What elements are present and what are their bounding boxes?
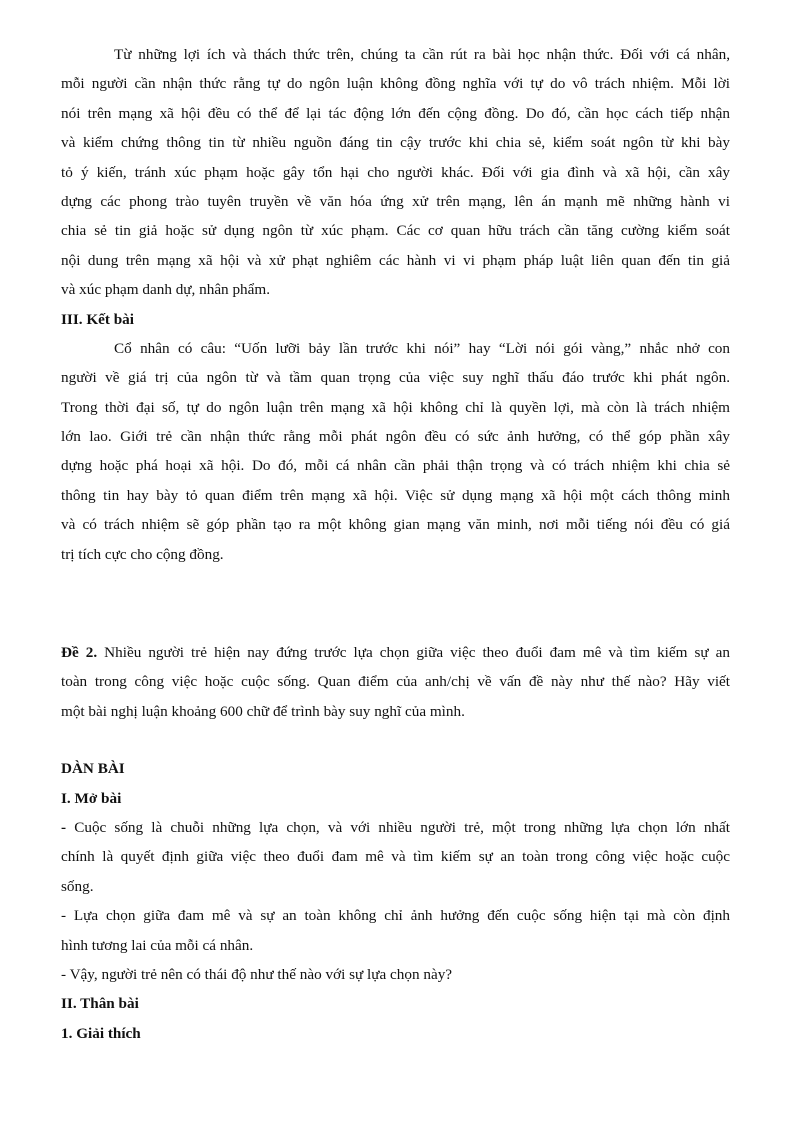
- text-span: toàn trong công việc hoặc cuộc sống. Quan điểm của anh/chị về vấn đề này như thế nào? Hãy viết: [61, 673, 730, 691]
- text-line: [61, 667, 730, 696]
- text-line: [61, 451, 730, 480]
- text-span: chính là quyết định giữa việc theo đuổi đam mê và tìm kiếm sự an toàn trong công việc hoặc cuộc: [61, 848, 730, 866]
- section-heading: DÀN BÀI: [61, 760, 125, 778]
- text-line: [61, 216, 730, 245]
- text-line: [61, 363, 730, 392]
- text-line: [61, 69, 730, 98]
- text-span: Cổ nhân có câu: “Uốn lưỡi bảy lần trước khi nói” hay “Lời nói gói vàng,” nhắc nhở con: [114, 339, 730, 357]
- spacer: [61, 569, 730, 638]
- text-line: [61, 275, 730, 304]
- paragraph: [61, 334, 730, 569]
- section-heading: II. Thân bài: [61, 995, 139, 1013]
- text-span: - Lựa chọn giữa đam mê và sự an toàn không chỉ ảnh hưởng đến cuộc sống hiện tại mà còn định: [61, 907, 730, 925]
- text-line: [61, 481, 730, 510]
- section-heading: 1. Giải thích: [61, 1024, 141, 1042]
- bold-text: Đề 2.: [61, 644, 98, 662]
- text-span: Từ những lợi ích và thách thức trên, chúng ta cần rút ra bài học nhận thức. Đối với cá nhân,: [114, 46, 730, 63]
- text-span: dựng hoặc phá hoại xã hội. Do đó, mỗi cá nhân cần phải thận trọng và có trách nhiệm khi chia sẻ: [61, 457, 730, 475]
- text-line: [61, 960, 730, 989]
- text-span: Nhiều người trẻ hiện nay đứng trước lựa chọn giữa việc theo đuổi đam mê và tìm kiếm sự an: [97, 644, 730, 662]
- text-span: Cuộc sống là chuỗi những lựa chọn, và với nhiều người trẻ, một trong những lựa chọn lớn nhất: [66, 818, 730, 836]
- spacer: [61, 726, 730, 754]
- text-line: [61, 901, 730, 930]
- text-span: người về giá trị của ngôn từ và tầm quan trọng của việc suy nghĩ thấu đáo trước khi phát ngôn.: [61, 369, 730, 387]
- text-span: dựng các phong trào tuyên truyền về văn hóa ứng xử trên mạng, lên án mạnh mẽ những hành vi: [61, 192, 730, 210]
- text-line: [61, 813, 730, 842]
- paragraph: [61, 813, 730, 901]
- text-span: hình tương lai của mỗi cá nhân.: [61, 936, 254, 954]
- text-line: [61, 697, 730, 726]
- text-line: [61, 393, 730, 422]
- paragraph: [61, 901, 730, 960]
- text-line: [61, 931, 730, 960]
- text-span: trị tích cực cho cộng đồng.: [61, 545, 224, 563]
- text-span: nói trên mạng xã hội đều có thể để lại tác động lớn đến cộng đồng. Do đó, cần học cách tiếp nhận: [61, 104, 730, 122]
- text-line: [61, 872, 730, 901]
- text-line: [61, 540, 730, 569]
- text-line: [61, 187, 730, 216]
- text-line: [61, 99, 730, 128]
- text-span: tỏ ý kiến, tránh xúc phạm hoặc gây tổn hại cho người khác. Đối với gia đình và xã hội, cần xây: [61, 163, 730, 181]
- text-span: một bài nghị luận khoảng 600 chữ để trình bày suy nghĩ của mình.: [61, 702, 465, 720]
- text-span: lớn lao. Giới trẻ cần nhận thức rằng mỗi phát ngôn đều có sức ảnh hưởng, có thể góp phần xây: [61, 428, 730, 446]
- section-heading: I. Mở bài: [61, 789, 122, 807]
- text-span: nội dung trên mạng xã hội và xử phạt nghiêm các hành vi vi phạm pháp luật liên quan đến tin giả: [61, 251, 730, 269]
- paragraph: [61, 638, 730, 726]
- text-span: thông tin hay bày tỏ quan điểm trên mạng xã hội. Việc sử dụng mạng xã hội một cách thông minh: [61, 486, 730, 504]
- section-heading: III. Kết bài: [61, 310, 134, 328]
- text-line: [61, 842, 730, 871]
- text-span: sống.: [61, 877, 94, 895]
- bold-text: -: [61, 818, 67, 836]
- text-span: và có trách nhiệm sẽ góp phần tạo ra một không gian mạng văn minh, nơi mỗi tiếng nói đều có giá: [61, 516, 730, 534]
- text-line: [61, 40, 730, 69]
- text-line: [61, 246, 730, 275]
- paragraph: [61, 40, 730, 305]
- text-line: [61, 334, 730, 363]
- text-span: mỗi người cần nhận thức rằng tự do ngôn luận không đồng nghĩa với tự do vô trách nhiệm. Mỗi lời: [61, 75, 730, 93]
- text-line: [61, 128, 730, 157]
- text-line: [61, 158, 730, 187]
- text-span: và kiểm chứng thông tin từ nhiều nguồn đáng tin cậy trước khi chia sẻ, kiểm soát ngôn từ khi bày: [61, 134, 730, 152]
- text-span: - Vậy, người trẻ nên có thái độ như thế nào với sự lựa chọn này?: [61, 965, 453, 983]
- text-span: chia sẻ tin giả hoặc sử dụng ngôn từ xúc phạm. Các cơ quan hữu trách cần tăng cường kiểm soát: [61, 222, 730, 240]
- text-span: và xúc phạm danh dự, nhân phẩm.: [61, 281, 270, 299]
- text-line: [61, 422, 730, 451]
- paragraph: [61, 960, 730, 989]
- text-line: [61, 638, 730, 667]
- text-line: [61, 510, 730, 539]
- text-span: Trong thời đại số, tự do ngôn luận trên mạng xã hội không chỉ là quyền lợi, mà còn là trách nhiệm: [61, 398, 730, 416]
